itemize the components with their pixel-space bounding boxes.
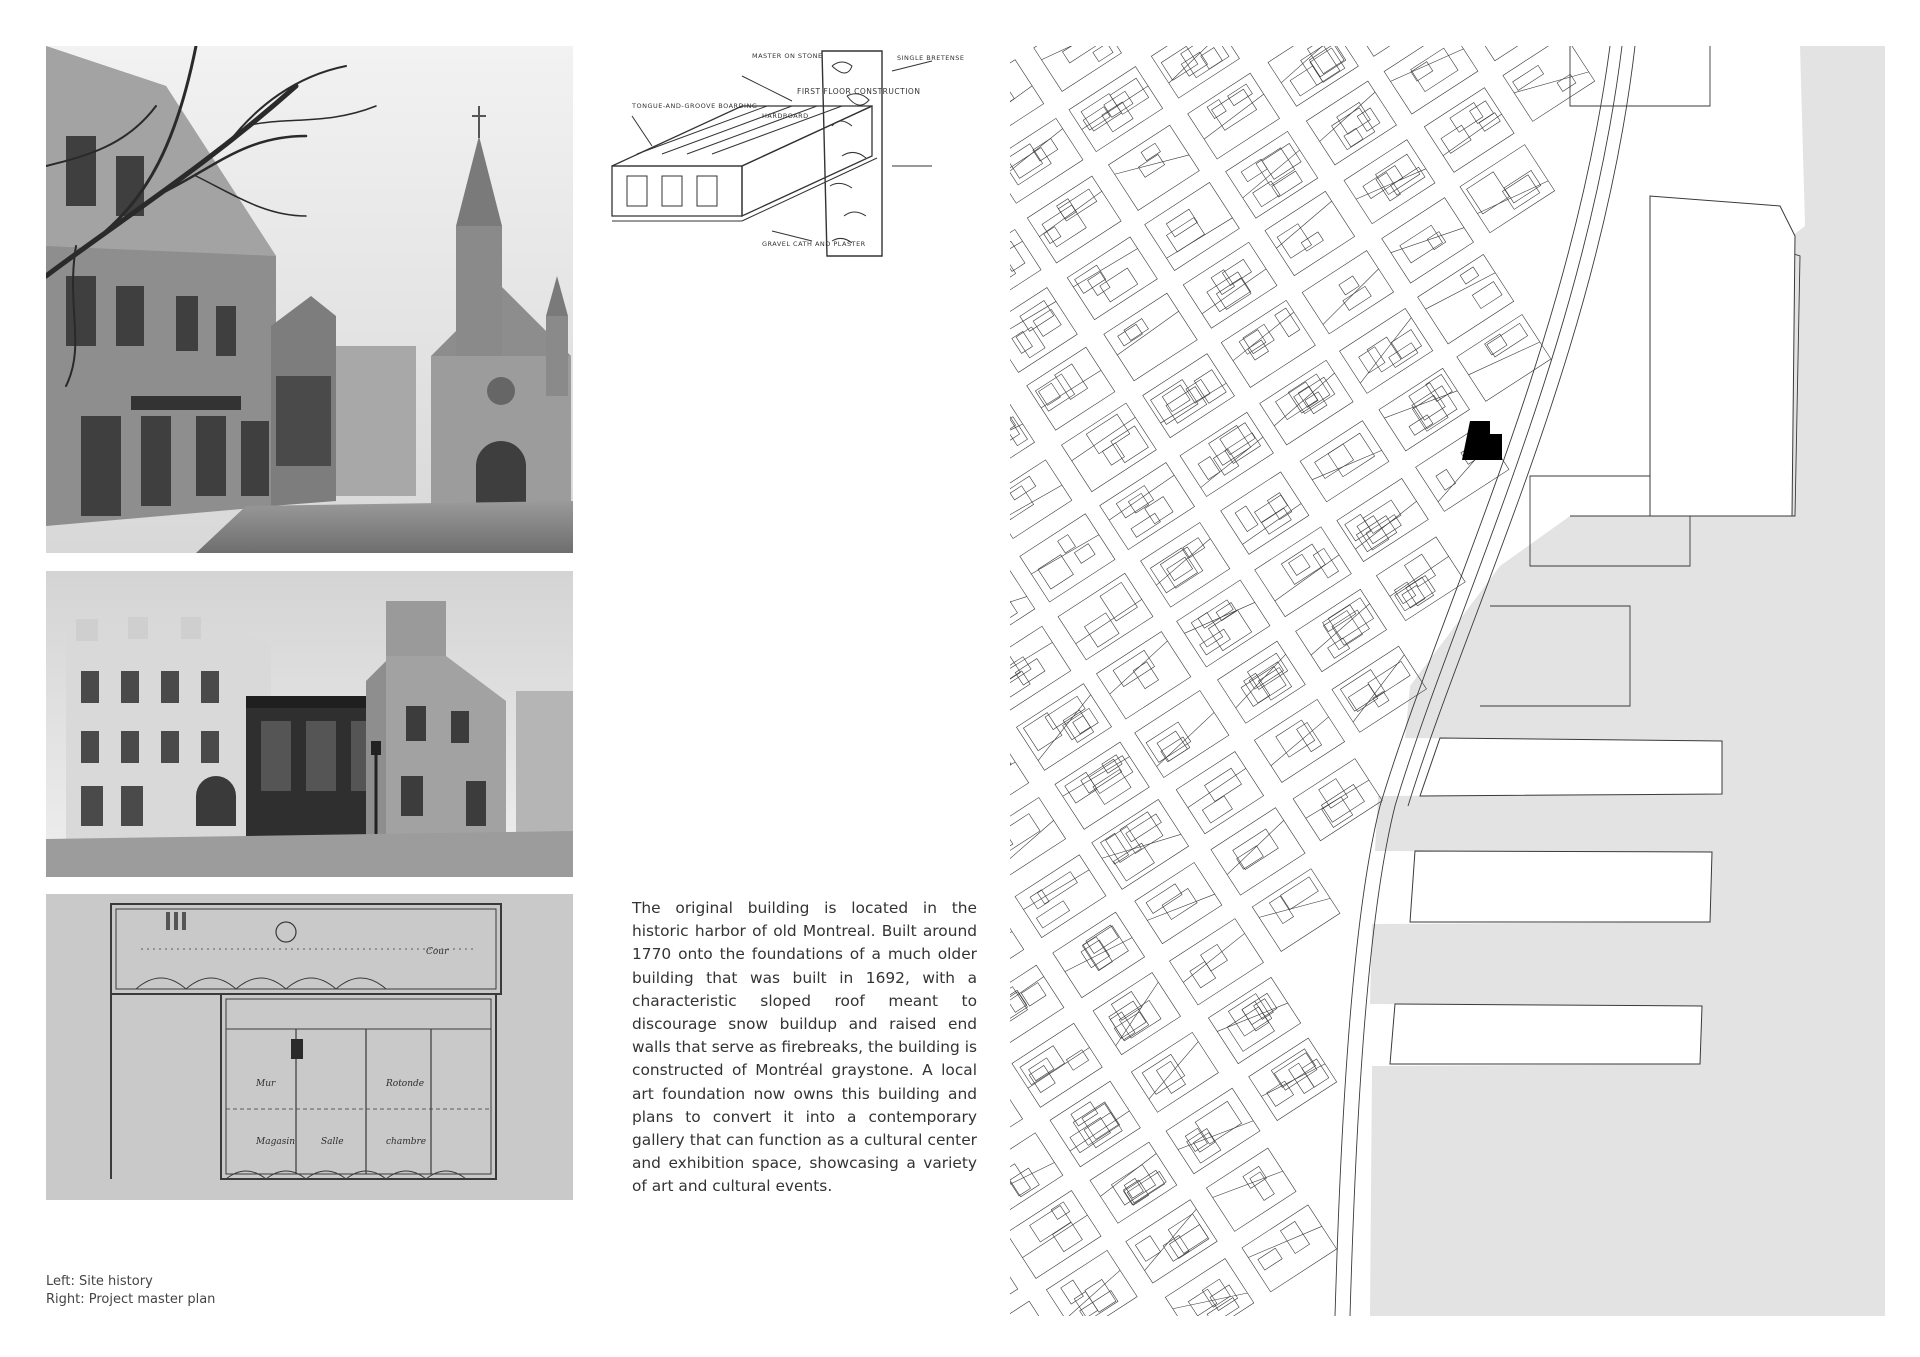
historic-floor-plan-drawing: [46, 894, 573, 1200]
figure-captions: [46, 1273, 215, 1309]
sketch-label-hardboard: HARDBOARD: [762, 112, 809, 120]
floor-construction-sketch: [592, 46, 1002, 266]
plan-room-magasin: Magasin: [256, 1137, 296, 1147]
plan-room-chambre: chambre: [386, 1137, 427, 1147]
photo-street-church: [46, 46, 573, 553]
sketch-label-boarding: TONGUE-AND-GROOVE BOARDING: [632, 102, 758, 110]
site-description-paragraph: The original building is located in the historic harbor of old Montreal. Built around 1770 onto the foundations of a much older building that was built in 1692, with a characteristic sloped roof meant to discourage snow buildup and raised end walls that serve as firebreaks, the building is constructed of Montréal graystone. A local art foundation now owns this building and plans to convert it into a contemporary gallery that can function as a cultural center and exhibition space, showcasing a variety of art and cultural events.: [632, 899, 977, 1196]
sketch-label-lath: GRAVEL CATH AND PLASTER: [762, 240, 866, 248]
sketch-label-header: FIRST FLOOR CONSTRUCTION: [797, 87, 921, 96]
project-master-plan-map: [1010, 46, 1885, 1316]
photo-building-facade: [46, 571, 573, 877]
sketch-label-plaster: MASTER ON STONE: [752, 52, 823, 60]
plan-room-salle: Salle: [321, 1137, 344, 1147]
plan-room-cour: Cour: [426, 947, 449, 957]
caption-right: Right: Project master plan: [46, 1292, 216, 1307]
caption-left: Left: Site history: [46, 1274, 153, 1289]
plan-room-rotonde: Rotonde: [386, 1079, 425, 1089]
plan-room-mur: Mur: [256, 1079, 276, 1089]
sketch-label-single: SINGLE BRETENSE: [897, 54, 965, 62]
